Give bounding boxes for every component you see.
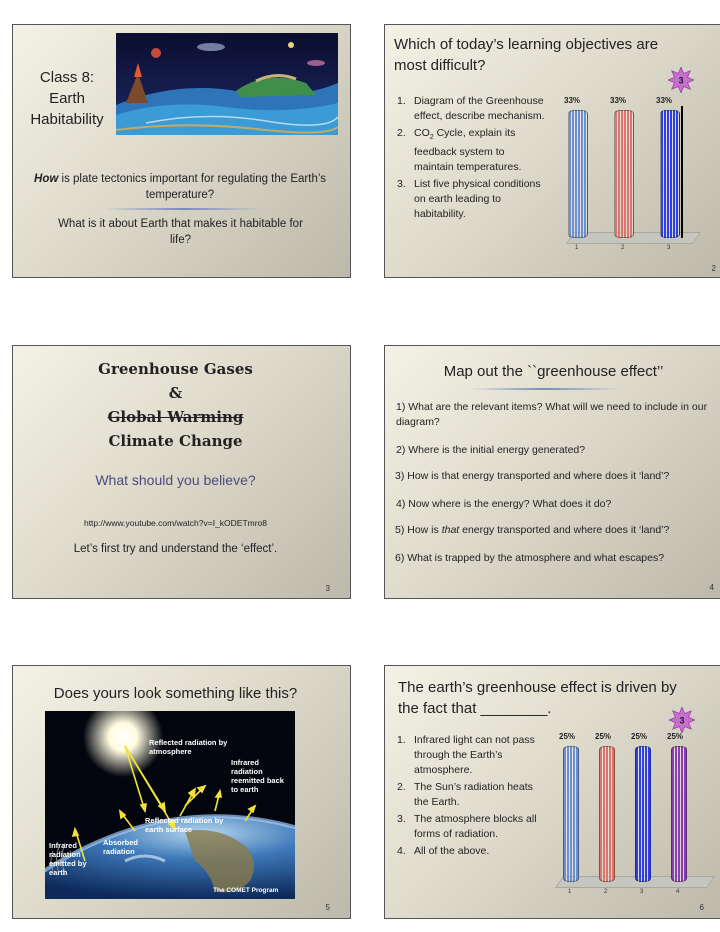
- chart-bar: [671, 746, 687, 882]
- item-number: 2.: [397, 127, 406, 139]
- heading-greenhouse-gases: Greenhouse Gases: [98, 360, 253, 378]
- slide-5-title: Does yours look something like this?: [53, 685, 298, 702]
- slide-4: [384, 345, 720, 599]
- slide-2: [384, 24, 720, 278]
- answer-options-list: [397, 733, 547, 861]
- map-question-5: [395, 524, 720, 536]
- chart-category-label: 2: [621, 245, 625, 251]
- list-item: [397, 94, 547, 124]
- effect-note: Let’s first try and understand the ‘effect’.: [73, 543, 278, 555]
- item-text: Diagram of the Greenhouse effect, describe mechanism.: [414, 95, 545, 122]
- slide-2-title: Which of today’s learning objectives are most difficult?: [394, 36, 659, 74]
- list-item: [397, 780, 547, 810]
- response-chart-1: [550, 90, 715, 258]
- item-text: Infrared light can not pass through the Earth’s atmosphere.: [414, 734, 535, 776]
- chart-value-label: 25%: [631, 732, 648, 741]
- page-number: 5: [325, 903, 330, 912]
- chart-category-label: 2: [604, 889, 608, 895]
- emphasis-how: How: [34, 173, 59, 185]
- diagram-credit: The COMET Program: [213, 887, 279, 894]
- page-number: 3: [325, 584, 330, 593]
- item-number: 1.: [397, 95, 406, 107]
- slide-3: [12, 345, 351, 599]
- map-question-2: 2) Where is the initial energy generated?: [396, 444, 586, 456]
- list-item: [397, 812, 547, 842]
- list-item: [397, 126, 547, 175]
- chart-bar: [614, 110, 634, 238]
- list-item: [397, 733, 547, 778]
- greenhouse-effect-diagram: [45, 711, 295, 899]
- heading-ampersand: &: [168, 384, 183, 402]
- slide-1-title: [19, 67, 115, 130]
- chart-category-label: 1: [568, 889, 572, 895]
- youtube-link[interactable]: http://www.youtube.com/watch?v=I_kODETmro8: [83, 518, 268, 528]
- chart-value-label: 33%: [564, 96, 581, 105]
- emphasis-that: that: [441, 524, 460, 536]
- item-number: 1.: [397, 734, 406, 746]
- divider: [470, 388, 620, 390]
- objectives-list: [397, 94, 547, 224]
- title-line: Earth: [49, 90, 85, 107]
- chart-bar: [563, 746, 579, 882]
- map-question-6: 6) What is trapped by the atmosphere and what escapes?: [395, 552, 665, 564]
- earth-systems-illustration: [116, 33, 338, 135]
- heading-global-warming-struck: Global Warming: [107, 408, 244, 426]
- chart-value-label: 33%: [610, 96, 627, 105]
- label-infrared-reemitted: Infrared radiation reemitted back to earth: [231, 758, 284, 794]
- badge-number: 3: [679, 715, 685, 726]
- slide-4-title: Map out the ``greenhouse effect’’: [443, 363, 664, 380]
- map-question-4: 4) Now where is the energy? What does it do?: [396, 498, 612, 510]
- item-number: 4.: [397, 845, 406, 857]
- chart-bar: [599, 746, 615, 882]
- badge-number: 3: [678, 75, 684, 86]
- item-number: 3.: [397, 178, 406, 191]
- question-text: is plate tectonics important for regulating the Earth’s temperature?: [58, 173, 326, 201]
- page-number: 2: [711, 264, 716, 273]
- subscript: 2: [429, 134, 434, 142]
- item-number: 2.: [397, 781, 406, 793]
- page-number: 6: [699, 903, 704, 912]
- label-absorbed: Absorbed radiation: [103, 838, 139, 856]
- slide-6-title: The earth’s greenhouse effect is driven by the fact that ________.: [398, 679, 677, 717]
- habitability-question: What is it about Earth that makes it habitable for life?: [58, 218, 303, 246]
- slide-5: [12, 665, 351, 919]
- chart-category-label: 1: [575, 245, 579, 251]
- item-text: List five physical conditions on earth leading to habitability.: [414, 178, 541, 221]
- chart-category-label: 4: [676, 889, 680, 895]
- slide-1: [12, 24, 351, 278]
- item-text: All of the above.: [414, 845, 490, 857]
- believe-question: What should you believe?: [95, 472, 256, 488]
- chart-category-label: 3: [667, 245, 671, 251]
- label-reflected-by-atmosphere: Reflected radiation by atmosphere: [149, 738, 228, 756]
- page-number: 4: [709, 583, 714, 592]
- chart-value-label: 33%: [656, 96, 673, 105]
- title-line: Class 8:: [39, 69, 95, 86]
- heading-climate-change: Climate Change: [108, 432, 243, 450]
- chart-bar: [660, 110, 680, 238]
- list-item: [397, 177, 547, 222]
- chart-bar: [635, 746, 651, 882]
- chart-indicator-line: [681, 106, 683, 238]
- item-text: The Sun’s radiation heats the Earth.: [414, 781, 533, 808]
- chart-value-label: 25%: [667, 732, 684, 741]
- question-text: energy transported and where does it ‘land’?: [459, 524, 670, 536]
- question-text: 5) How is: [395, 524, 442, 536]
- map-question-1: 1) What are the relevant items? What will we need to include in our diagram?: [396, 401, 708, 428]
- response-chart-2: [545, 726, 715, 902]
- item-text: Cycle, explain its feedback system to maintain temperatures.: [414, 127, 522, 174]
- label-reflected-by-surface: Reflected radiation by earth surface: [145, 816, 224, 834]
- chart-bar: [568, 110, 588, 238]
- chart-value-label: 25%: [559, 732, 576, 741]
- item-text: The atmosphere blocks all forms of radiation.: [414, 813, 537, 840]
- slide-6: [384, 665, 720, 919]
- map-question-3: 3) How is that energy transported and where does it ‘land’?: [395, 470, 670, 482]
- item-text: CO: [414, 127, 430, 139]
- plate-tectonics-question: [25, 171, 335, 203]
- list-item: [397, 844, 547, 859]
- title-line: Habitability: [30, 111, 104, 128]
- divider: [103, 208, 263, 210]
- chart-category-label: 3: [640, 889, 644, 895]
- label-infrared-emitted: Infrared radiation emitted by earth: [49, 841, 87, 877]
- chart-value-label: 25%: [595, 732, 612, 741]
- item-number: 3.: [397, 813, 406, 825]
